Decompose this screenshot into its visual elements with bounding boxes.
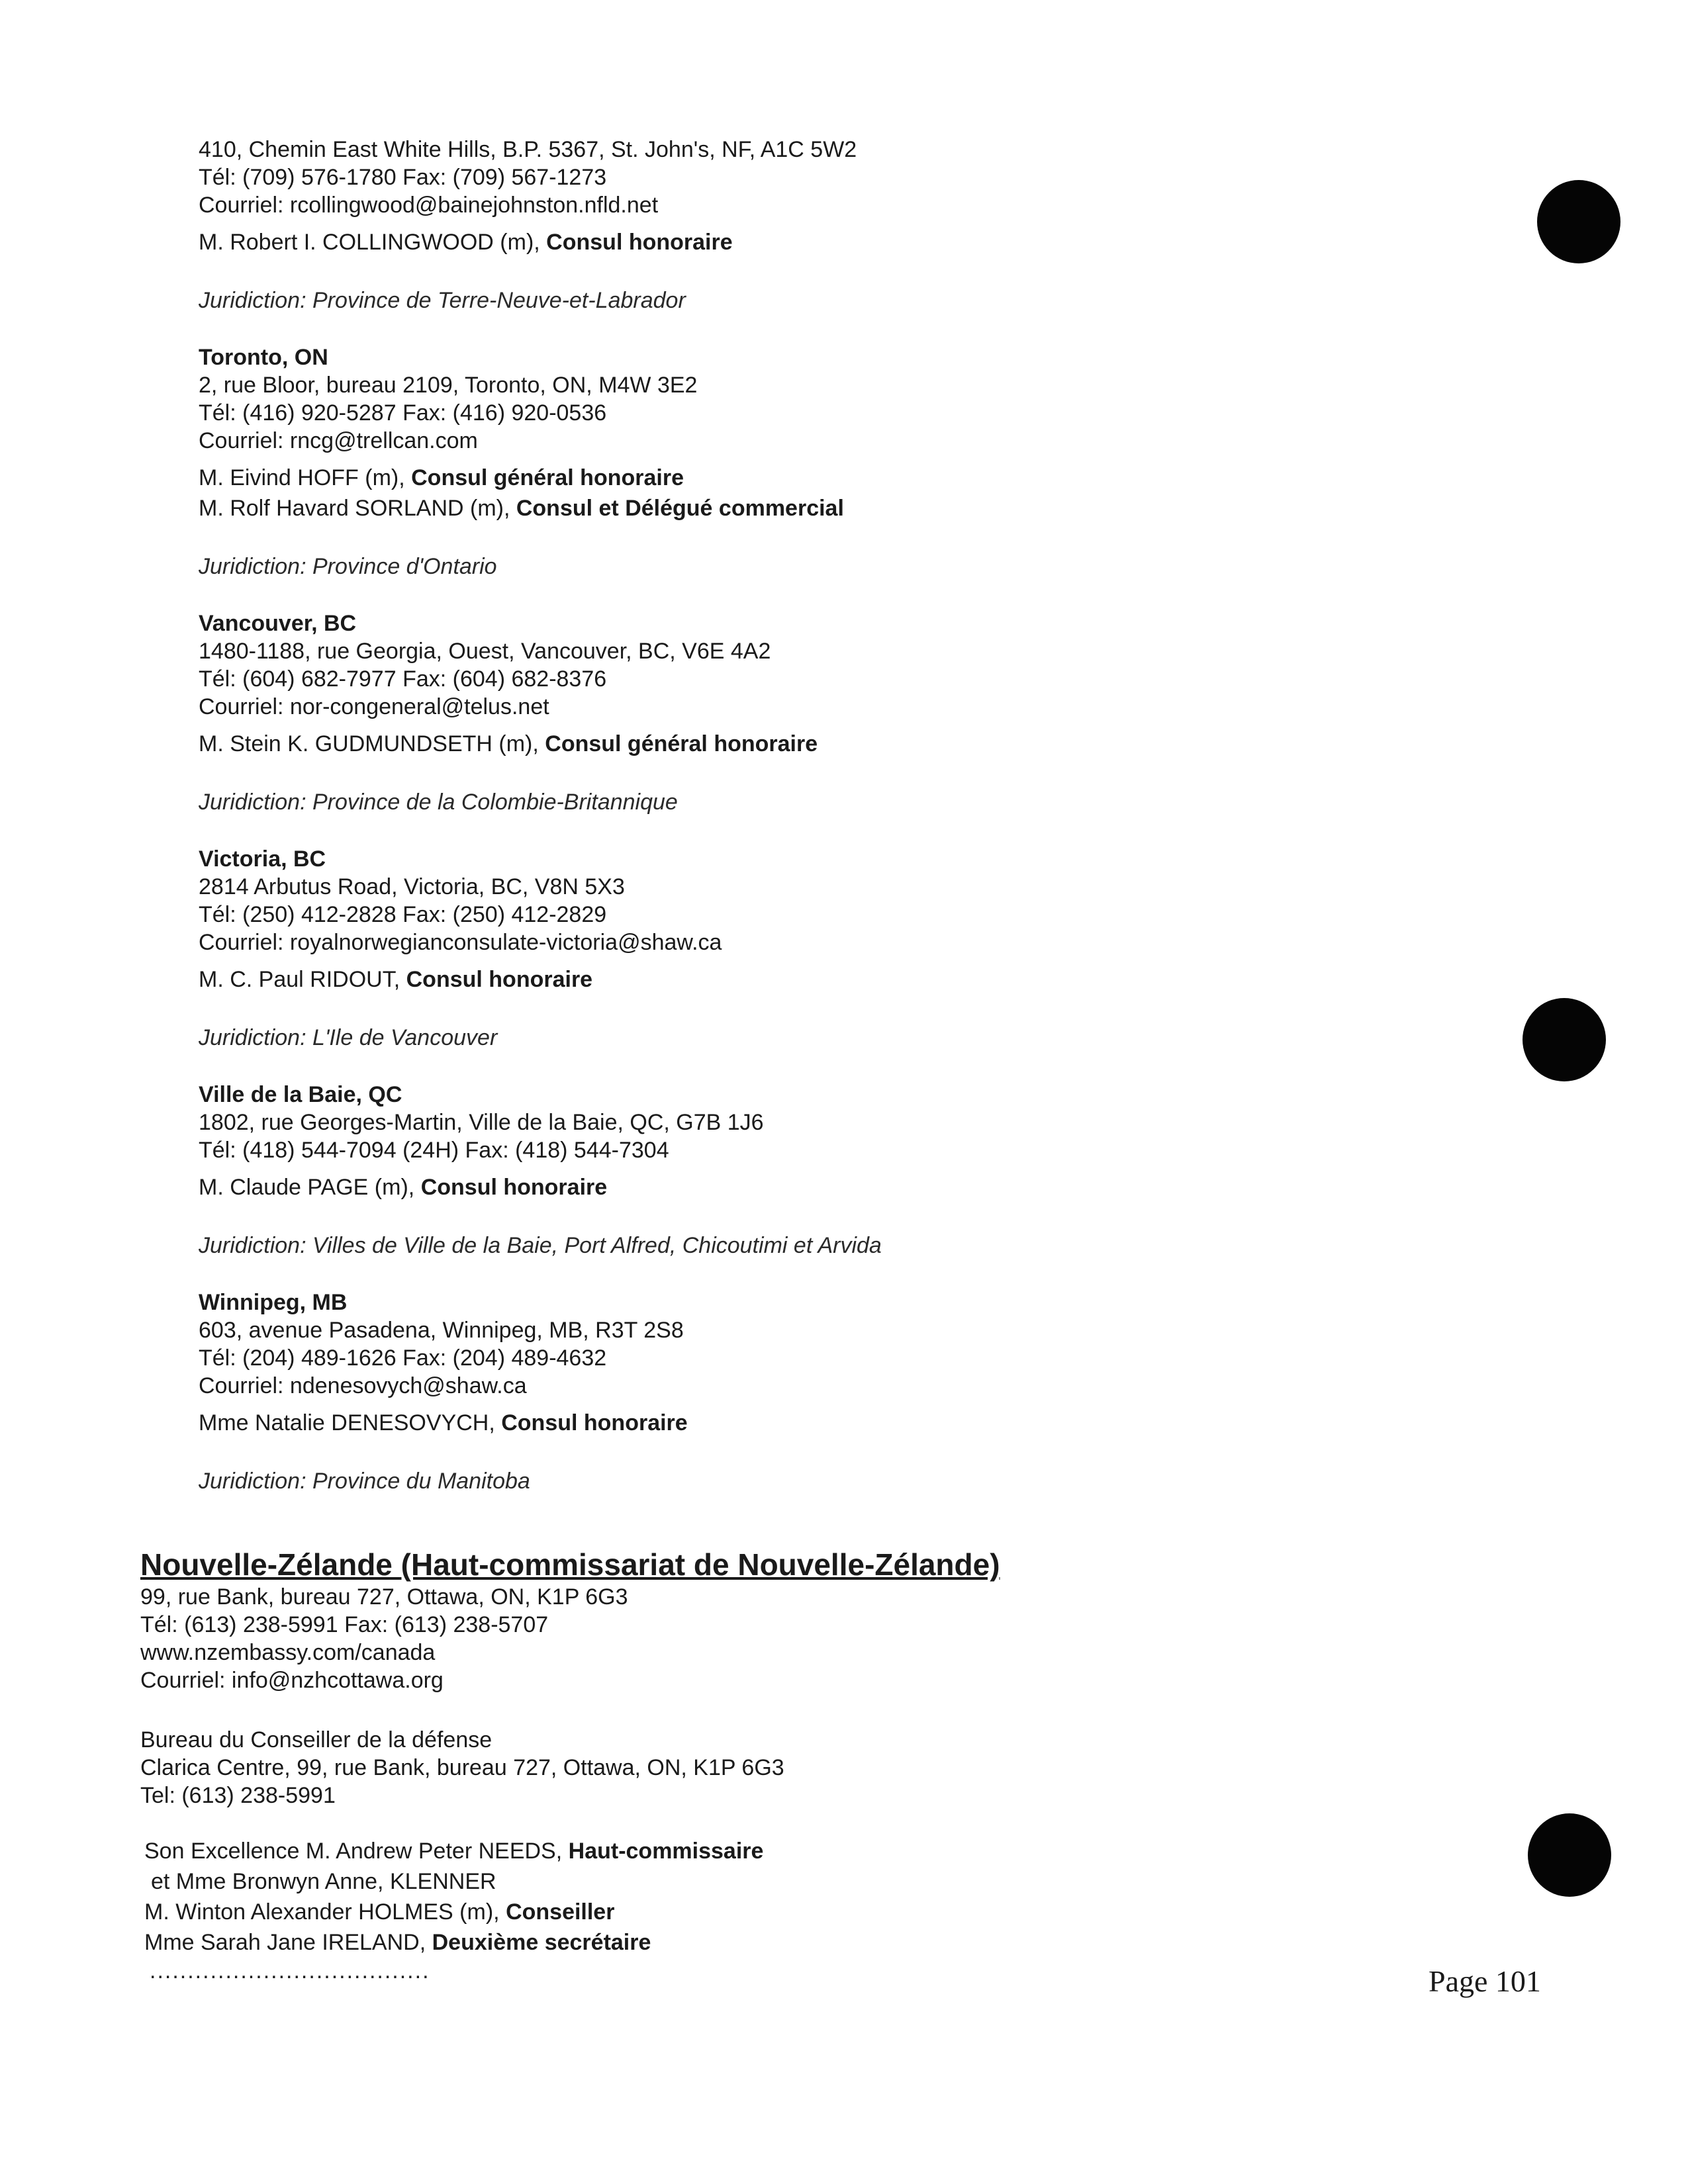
person-name: M. C. Paul RIDOUT, [199,967,400,992]
embassy-address-block [140,1583,1398,1694]
person-name: M. Eivind HOFF (m), [199,465,405,490]
person-name: et Mme Bronwyn Anne, KLENNER [151,1869,496,1894]
address-line: 603, avenue Pasadena, Winnipeg, MB, R3T 2S8 [199,1318,684,1343]
office-name-line: Bureau du Conseiller de la défense [140,1727,492,1752]
person-name: M. Claude PAGE (m), [199,1175,415,1200]
phone-fax-line: Tél: (604) 682-7977 Fax: (604) 682-8376 [199,666,607,692]
person-title: Consul honoraire [501,1410,688,1435]
city-heading: Toronto, ON [199,345,328,370]
person-list [199,964,1390,995]
person-title: Consul général honoraire [411,465,684,490]
person-line [199,227,1390,257]
email-line: Courriel: rncg@trellcan.com [199,428,478,453]
email-line: Courriel: rcollingwood@bainejohnston.nfld.net [199,193,659,218]
email-line: Courriel: ndenesovych@shaw.ca [199,1373,527,1398]
person-name: M. Rolf Havard SORLAND (m), [199,496,510,521]
jurisdiction-line: Juridiction: Province de la Colombie-Britannique [199,790,678,815]
punch-hole-middle [1523,998,1606,1081]
country-heading: Nouvelle-Zélande (Haut-commissariat de Nouvelle-Zélande) [140,1547,1000,1582]
person-line [199,964,1390,995]
person-name: Mme Natalie DENESOVYCH, [199,1410,495,1435]
defence-office-block [140,1726,1398,1809]
person-name: Son Excellence M. Andrew Peter NEEDS, [144,1839,563,1864]
jurisdiction-line: Juridiction: Province du Manitoba [199,1469,530,1494]
person-title: Consul honoraire [420,1175,608,1200]
city-heading: Victoria, BC [199,846,326,872]
person-title: Deuxième secrétaire [432,1930,651,1955]
phone-fax-line: Tél: (250) 412-2828 Fax: (250) 412-2829 [199,902,607,927]
punch-hole-top [1537,180,1620,263]
person-title: Consul et Délégué commercial [516,496,844,521]
address-line: 410, Chemin East White Hills, B.P. 5367, St. John's, NF, A1C 5W2 [199,137,857,162]
jurisdiction-line: Juridiction: L'Ile de Vancouver [199,1025,498,1050]
person-name: M. Winton Alexander HOLMES (m), [144,1899,500,1925]
person-title: Conseiller [506,1899,615,1925]
phone-fax-line: Tél: (613) 238-5991 Fax: (613) 238-5707 [140,1612,549,1637]
diplomat-list [144,1836,1398,1984]
consulate-list [199,136,1390,1524]
person-name: Mme Sarah Jane IRELAND, [144,1930,426,1955]
phone-fax-line: Tél: (416) 920-5287 Fax: (416) 920-0536 [199,400,607,426]
email-line: Courriel: info@nzhcottawa.org [140,1668,444,1693]
city-heading: Vancouver, BC [199,611,357,636]
address-line: 99, rue Bank, bureau 727, Ottawa, ON, K1P 6G3 [140,1584,628,1610]
phone-fax-line: Tél: (418) 544-7094 (24H) Fax: (418) 544-7304 [199,1138,669,1163]
continuation-dots: ..................................... [150,1958,430,1983]
email-line: Courriel: royalnorwegianconsulate-victoria@shaw.ca [199,930,722,955]
jurisdiction-line: Juridiction: Villes de Ville de la Baie, Port Alfred, Chicoutimi et Arvida [199,1233,882,1258]
punch-hole-bottom [1528,1813,1611,1897]
person-line [199,1172,1390,1203]
website-line: www.nzembassy.com/canada [140,1640,436,1665]
person-list [199,1408,1390,1438]
person-list [199,729,1390,759]
person-list [199,1172,1390,1203]
person-line [144,1927,1398,1958]
person-line [144,1897,1398,1927]
consulate-entry-st-johns [199,136,1390,314]
city-heading: Winnipeg, MB [199,1290,348,1315]
person-title: Consul honoraire [406,967,593,992]
person-list [199,227,1390,257]
city-heading: Ville de la Baie, QC [199,1082,402,1107]
jurisdiction-line: Juridiction: Province de Terre-Neuve-et-Labrador [199,288,686,313]
new-zealand-section [140,1546,1398,1984]
person-name: M. Robert I. COLLINGWOOD (m), [199,230,540,255]
person-line [199,463,1390,493]
consulate-entry-winnipeg [199,1289,1390,1495]
person-line [199,493,1390,523]
person-title: Consul général honoraire [545,731,818,756]
email-line: Courriel: nor-congeneral@telus.net [199,694,549,719]
person-line [144,1836,1398,1866]
person-title: Consul honoraire [546,230,733,255]
phone-fax-line: Tél: (204) 489-1626 Fax: (204) 489-4632 [199,1345,607,1371]
page-number: Page 101 [1429,1964,1541,1998]
person-line [199,729,1390,759]
person-name: M. Stein K. GUDMUNDSETH (m), [199,731,539,756]
consulate-entry-ville-de-la-baie [199,1081,1390,1259]
consulate-entry-toronto [199,343,1390,580]
address-line: 1802, rue Georges-Martin, Ville de la Baie, QC, G7B 1J6 [199,1110,764,1135]
address-line: 2814 Arbutus Road, Victoria, BC, V8N 5X3 [199,874,625,899]
consulate-entry-victoria [199,845,1390,1052]
phone-fax-line: Tél: (709) 576-1780 Fax: (709) 567-1273 [199,165,607,190]
person-title: Haut-commissaire [568,1839,764,1864]
phone-line: Tel: (613) 238-5991 [140,1783,336,1808]
address-line: 2, rue Bloor, bureau 2109, Toronto, ON, M4W 3E2 [199,373,698,398]
person-line [199,1408,1390,1438]
consulate-entry-vancouver [199,610,1390,816]
person-line [144,1866,1398,1897]
person-list [199,463,1390,523]
jurisdiction-line: Juridiction: Province d'Ontario [199,554,497,579]
address-line: 1480-1188, rue Georgia, Ouest, Vancouver, BC, V6E 4A2 [199,639,771,664]
address-line: Clarica Centre, 99, rue Bank, bureau 727, Ottawa, ON, K1P 6G3 [140,1755,784,1780]
